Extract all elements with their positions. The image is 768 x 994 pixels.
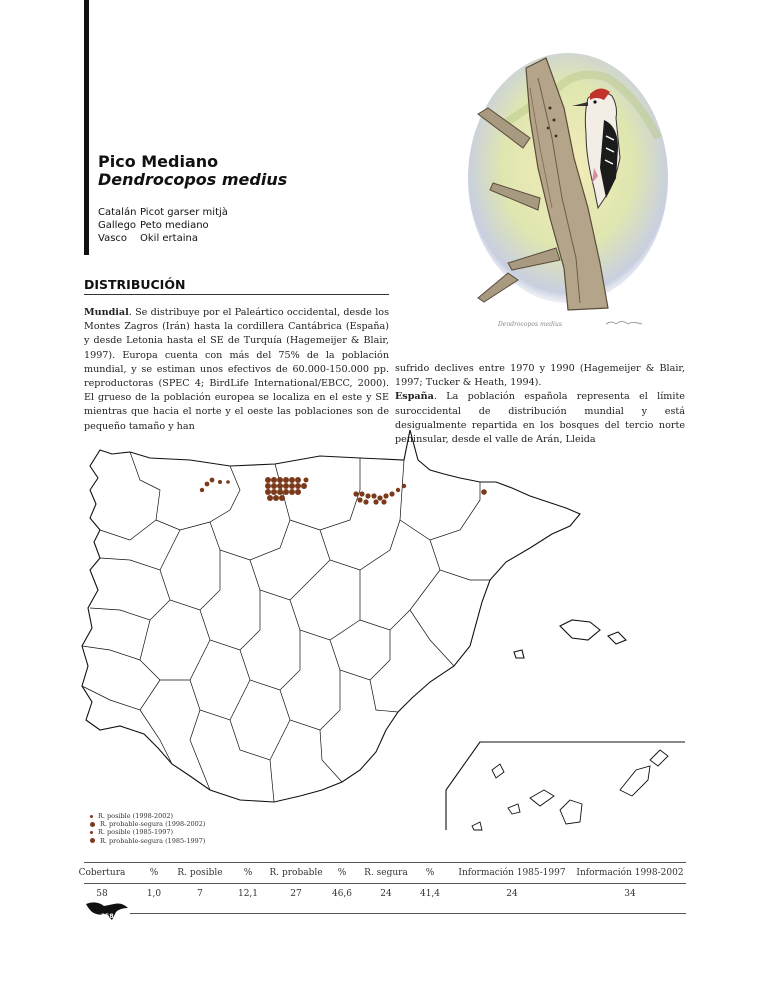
page-number: 358 [101, 913, 114, 920]
section-divider [84, 294, 389, 295]
map-coastline [82, 430, 626, 802]
distribution-dots [200, 477, 487, 505]
table-row: 58 1,0 7 12,1 27 46,6 24 41,4 24 34 [96, 889, 636, 899]
coverage-table [78, 862, 686, 902]
legend-item: R. posible (1998-2002) [90, 812, 205, 820]
other-names-list [98, 206, 228, 245]
table-header-row: Cobertura % R. posible % R. probable % R. segura % Información 1985-1997 Información 1998-2002 [84, 862, 686, 884]
province-borders [82, 452, 490, 802]
distribution-map [60, 430, 710, 860]
footer-rule [130, 913, 686, 914]
illustration-caption: Dendrocopos medius [498, 321, 562, 328]
species-common-name: Pico Mediano [98, 152, 219, 171]
vertical-accent-bar [84, 0, 89, 255]
section-title: DISTRIBUCIÓN [84, 277, 186, 292]
legend-item: R. probable-segura (1985-1997) [90, 837, 205, 845]
map-legend [90, 812, 205, 845]
woodpecker-illustration [468, 48, 668, 330]
other-name-row: Catalán Picot garser mitjà [98, 207, 228, 218]
text-column-left: Mundial. Se distribuye por el Paleártico occidental, desde los Montes Zagros (Irán) hasta la cordillera Cantábrica (España) y desde Letonia hasta el SE de Turquía (Hagemeijer & Blair, 1997). Europa cuenta con más del 75% de la población mundial, y se estiman unos efectivos de 60.000-150.000 pp. reproductoras (SPEC 4; BirdLife International/EBCC, 2000). El grueso de la población europea se localiza en el este y SE mientras que hacia el norte y el oeste las poblaciones son de pequeño tamaño y han [84, 307, 389, 432]
bird-silhouette-icon [84, 898, 130, 924]
species-scientific-name: Dendrocopos medius [98, 170, 288, 189]
legend-item: R. posible (1985-1997) [90, 828, 205, 836]
canary-islands [472, 750, 668, 830]
legend-item: R. probable-segura (1998-2002) [90, 820, 205, 828]
text-column-right: sufrido declives entre 1970 y 1990 (Hagemeijer & Blair, 1997; Tucker & Heath, 1994). España. La población española representa el límite suroccidental de distribución mundial y está desigualmente repartida en los bosques del tercio norte peninsular, desde el valle de Arán, Lleida [395, 363, 685, 446]
other-name-row: Gallego Peto mediano [98, 220, 209, 231]
other-name-row: Vasco Okil ertaina [98, 233, 198, 244]
